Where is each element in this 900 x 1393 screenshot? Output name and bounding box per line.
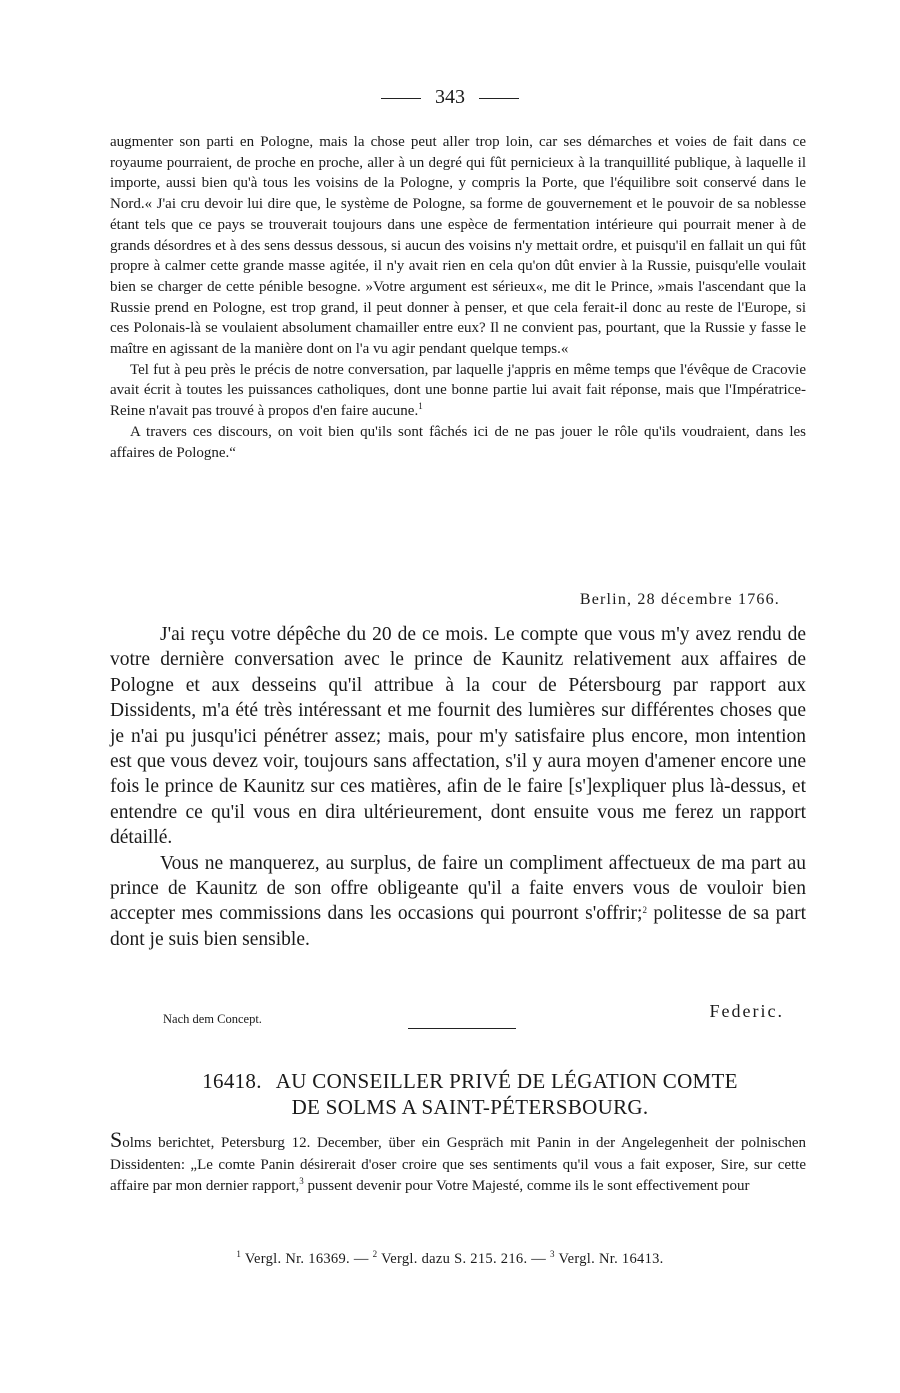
footnote bbox=[373, 1251, 550, 1267]
footnote-marker: 3 bbox=[550, 1249, 555, 1259]
header-dash-right bbox=[479, 98, 519, 99]
summary-text: pussent devenir pour Votre Majesté, comme ils le sont effectivement pour bbox=[303, 1178, 750, 1194]
footnote bbox=[550, 1251, 664, 1267]
reply-paragraph-text: Vous ne manquerez, au surplus, de faire un compliment affectueux de ma part au prince de Kaunitz de son offre obligeante qu'il a faite envers vous de vouloir bien accepter mes commissions dans les occasions qui pourront s'offrir; bbox=[110, 852, 806, 925]
letter-continued-text bbox=[110, 132, 806, 463]
summary-paragraph bbox=[110, 1129, 806, 1198]
section-divider bbox=[408, 1028, 516, 1029]
letter-paragraph bbox=[110, 360, 806, 422]
dateline: Berlin, 28 décembre 1766. bbox=[579, 591, 780, 608]
page-header bbox=[0, 86, 900, 109]
header-dash-left bbox=[381, 98, 421, 99]
letter-paragraph: A travers ces discours, on voit bien qu'ils sont fâchés ici de ne pas jouer le rôle qu'ils voudraient, dans les affaires de Pologne.“ bbox=[110, 423, 806, 461]
reply-paragraph: J'ai reçu votre dépêche du 20 de ce mois. Le compte que vous m'y avez rendu de votre dernière conversation avec le prince de Kaunitz relativement aux affaires de Pologne et aux desseins qu'il attribue à la cour de Pétersbourg par rapport aux Dissidents, m'a été très intéressant et me fournit des lumières sur différentes choses que je n'ai pu jusqu'ici pénétrer assez; mais, pour m'y satisfaire plus encore, mon intention est que vous devez voir, toujours sans affectation, s'il y aura moyen d'amener encore une fois le prince de Kaunitz sur ces matières, afin de le faire [s']expliquer plus là-dessus, et entendre ce qu'il vous en dira ultérieurement, dont ensuite vous me ferez un rapport détaillé. bbox=[110, 624, 806, 849]
footnote-marker: 1 bbox=[236, 1249, 242, 1259]
footnote bbox=[236, 1251, 372, 1267]
signature: Federic. bbox=[709, 1001, 784, 1021]
summary-text: olms berichtet, Petersburg 12. December, über ein Gespräch mit Panin in der Angelegenheit der polnischen Dissidenten: „Le comte Panin désirerait d'oser croire que ses sentiments qu'il vous a fait exposer, Sire, sur cette affaire par mon dernier rapport, bbox=[110, 1135, 806, 1194]
source-note: Nach dem Concept. bbox=[163, 1012, 262, 1026]
document-summary bbox=[110, 1129, 806, 1198]
footnote-ref: 2 bbox=[642, 905, 647, 916]
document-title-line bbox=[150, 1068, 790, 1094]
footnote-marker: 2 bbox=[372, 1249, 378, 1259]
reply-paragraph-text: politesse de sa part dont je suis bien sensible. bbox=[110, 903, 806, 950]
letter-paragraph: augmenter son parti en Pologne, mais la chose peut aller trop loin, car ses démarches et voies de fait dans ce royaume pourraient, de proche en proche, aller à un degré qui fût pernicieux à la tranquillité publique, à laquelle il importe, aussi bien qu'à tous les voisins de la Pologne, y compris la Porte, que l'équilibre soit conservé dans le Nord.« J'ai cru devoir lui dire que, le système de Pologne, sa forme de gouvernement et le pouvoir de sa noblesse étant tels que ce pays se trouverait toujours dans une espèce de fermentation intérieure qui pourrait mener à de grands désordres et à des sens dessus dessous, si aucun des voisins n'y mettait ordre, et puisqu'il en fallait un qui fût propre à calmer cette grande masse agitée, il n'y avait rien en cela qu'on dût envier à la Russie, puisqu'elle voulait bien se charger de cette pénible besogne. »Votre argument est sérieux«, me dit le Prince, »mais l'ascendant que la Russie prend en Pologne, est trop grand, il peut donner à penser, et que cela ferait-il donc au reste de l'Europe, si ces Polonais-là se voulaient absolument chamailler entre eux? Il ne convient pas, pourtant, que la Russie y fasse le maître en agissant de la manière dont on l'a vu agir pendant quelque temps.« bbox=[110, 134, 806, 358]
footnote-text: Vergl. Nr. 16413. bbox=[554, 1251, 664, 1267]
reply-paragraph bbox=[110, 851, 806, 953]
page-number: 343 bbox=[435, 86, 465, 108]
letter-paragraph-text: Tel fut à peu près le précis de notre conversation, par laquelle j'appris en même temps que l'évêque de Cracovie avait écrit à toutes les puissances catholiques, dont une bonne partie lui avait fait réponse, mais que l'Impératrice-Reine n'avait pas trouvé à propos d'en faire aucune. bbox=[110, 361, 806, 420]
document-title-line: DE SOLMS A SAINT-PÉTERSBOURG. bbox=[291, 1095, 649, 1119]
document-number: 16418. bbox=[202, 1069, 262, 1093]
footnote-ref: 3 bbox=[299, 1176, 304, 1186]
footnote-ref: 1 bbox=[418, 401, 423, 412]
document-heading bbox=[150, 1068, 790, 1120]
footnote-text: Vergl. dazu S. 215. 216. — bbox=[377, 1251, 551, 1267]
document-title-text: AU CONSEILLER PRIVÉ DE LÉGATION COMTE bbox=[275, 1069, 738, 1093]
summary-initial: S bbox=[110, 1127, 123, 1152]
footnotes bbox=[0, 1251, 900, 1268]
footnote-text: Vergl. Nr. 16369. — bbox=[241, 1251, 373, 1267]
reply-text bbox=[110, 622, 806, 952]
